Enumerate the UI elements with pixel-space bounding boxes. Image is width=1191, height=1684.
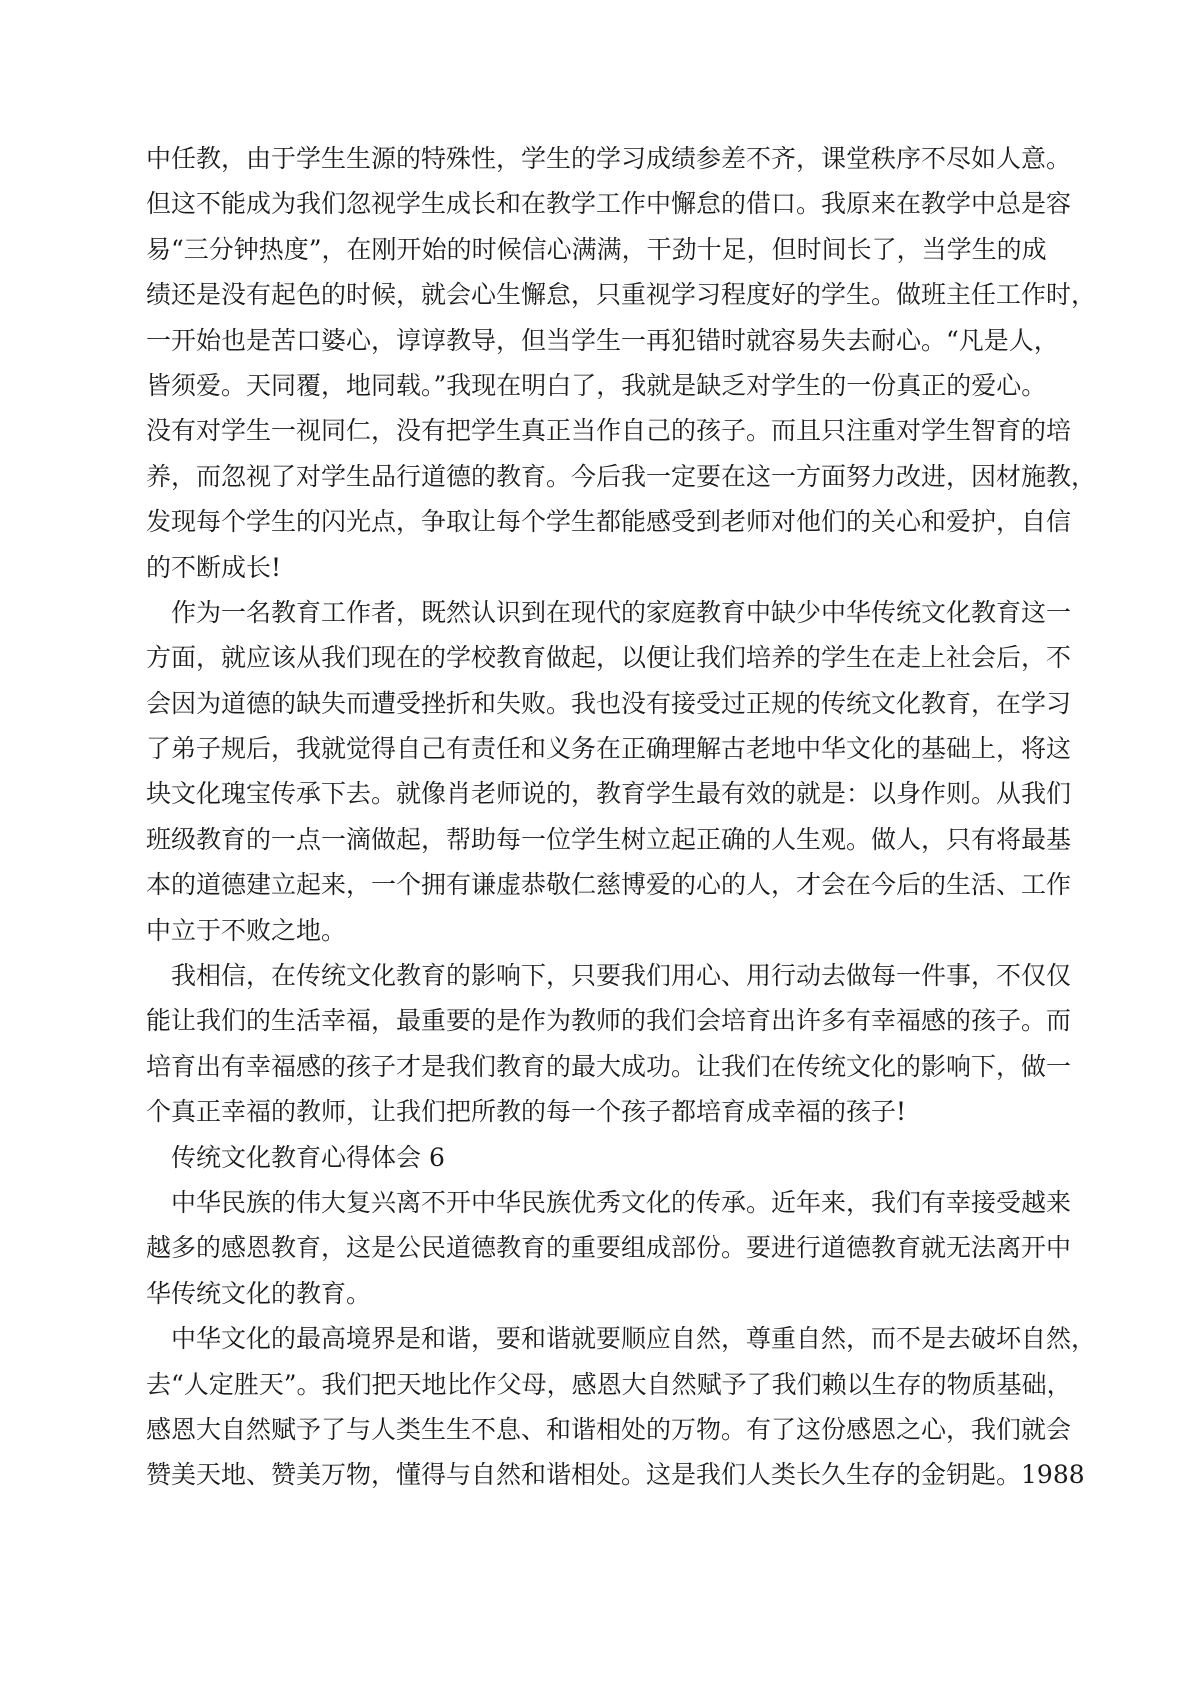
text-line: 中立于不败之地。 [146, 915, 347, 945]
text-line: 皆须爱。天同覆，地同载。”我现在明白了，我就是缺乏对学生的一份真正的爱心。 [146, 370, 1047, 400]
text-line: 培育出有幸福感的孩子才是我们教育的最大成功。让我们在传统文化的影响下，做一 [146, 1051, 1072, 1081]
text-line: 的不断成长! [146, 552, 282, 582]
text-line: 了弟子规后，我就觉得自己有责任和义务在正确理解古老地中华文化的基础上，将这 [146, 734, 1072, 764]
text-line: 个真正幸福的教师，让我们把所教的每一个孩子都培育成幸福的孩子! [146, 1097, 907, 1127]
text-line: 华传统文化的教育。 [146, 1278, 372, 1308]
text-line: 中华民族的伟大复兴离不开中华民族优秀文化的传承。近年来，我们有幸接受越来 [146, 1187, 1072, 1217]
text-line: 班级教育的一点一滴做起，帮助每一位学生树立起正确的人生观。做人，只有将最基 [146, 824, 1072, 854]
text-line: 方面，就应该从我们现在的学校教育做起，以便让我们培养的学生在走上社会后，不 [146, 643, 1072, 673]
text-line: 发现每个学生的闪光点，争取让每个学生都能感受到老师对他们的关心和爱护，自信 [146, 507, 1072, 537]
text-line: 作为一名教育工作者，既然认识到在现代的家庭教育中缺少中华传统文化教育这一 [146, 597, 1072, 627]
text-line: 中任教，由于学生生源的特殊性，学生的学习成绩参差不齐，课堂秩序不尽如人意。 [146, 144, 1072, 173]
text-line: 越多的感恩教育，这是公民道德教育的重要组成部份。要进行道德教育就无法离开中 [146, 1233, 1072, 1263]
text-line: 绩还是没有起色的时候，就会心生懈怠，只重视学习程度好的学生。做班主任工作时， [146, 280, 1097, 310]
body-text [146, 136, 1097, 1498]
text-line: 去“人定胜天”。我们把天地比作父母，感恩大自然赋予了我们赖以生存的物质基础， [146, 1369, 1072, 1399]
text-line: 但这不能成为我们忽视学生成长和在教学工作中懈怠的借口。我原来在教学中总是容 [146, 189, 1072, 219]
text-line: 易“三分钟热度”，在刚开始的时候信心满满，干劲十足，但时间长了，当学生的成 [146, 234, 1047, 264]
text-line: 能让我们的生活幸福，最重要的是作为教师的我们会培育出许多有幸福感的孩子。而 [146, 1006, 1072, 1036]
text-line: 养，而忽视了对学生品行道德的教育。今后我一定要在这一方面努力改进，因材施教， [146, 461, 1097, 491]
text-line: 没有对学生一视同仁，没有把学生真正当作自己的孩子。而且只注重对学生智育的培 [146, 416, 1072, 446]
text-line: 块文化瑰宝传承下去。就像肖老师说的，教育学生最有效的就是：以身作则。从我们 [146, 779, 1072, 809]
text-line: 会因为道德的缺失而遭受挫折和失败。我也没有接受过正规的传统文化教育，在学习 [146, 688, 1072, 718]
text-line: 我相信，在传统文化教育的影响下，只要我们用心、用行动去做每一件事，不仅仅 [146, 961, 1072, 991]
text-line: 中华文化的最高境界是和谐，要和谐就要顺应自然，尊重自然，而不是去破坏自然， [146, 1324, 1097, 1354]
text-line: 本的道德建立起来，一个拥有谦虚恭敬仁慈博爱的心的人，才会在今后的生活、工作 [146, 870, 1072, 900]
section-heading: 传统文化教育心得体会 6 [146, 1142, 445, 1172]
text-line: 一开始也是苦口婆心，谆谆教导，但当学生一再犯错时就容易失去耐心。“凡是人， [146, 325, 1059, 355]
text-line: 感恩大自然赋予了与人类生生不息、和谐相处的万物。有了这份感恩之心，我们就会 [146, 1414, 1072, 1444]
text-line: 赞美天地、赞美万物，懂得与自然和谐相处。这是我们人类长久生存的金钥匙。1988 [146, 1460, 1085, 1490]
